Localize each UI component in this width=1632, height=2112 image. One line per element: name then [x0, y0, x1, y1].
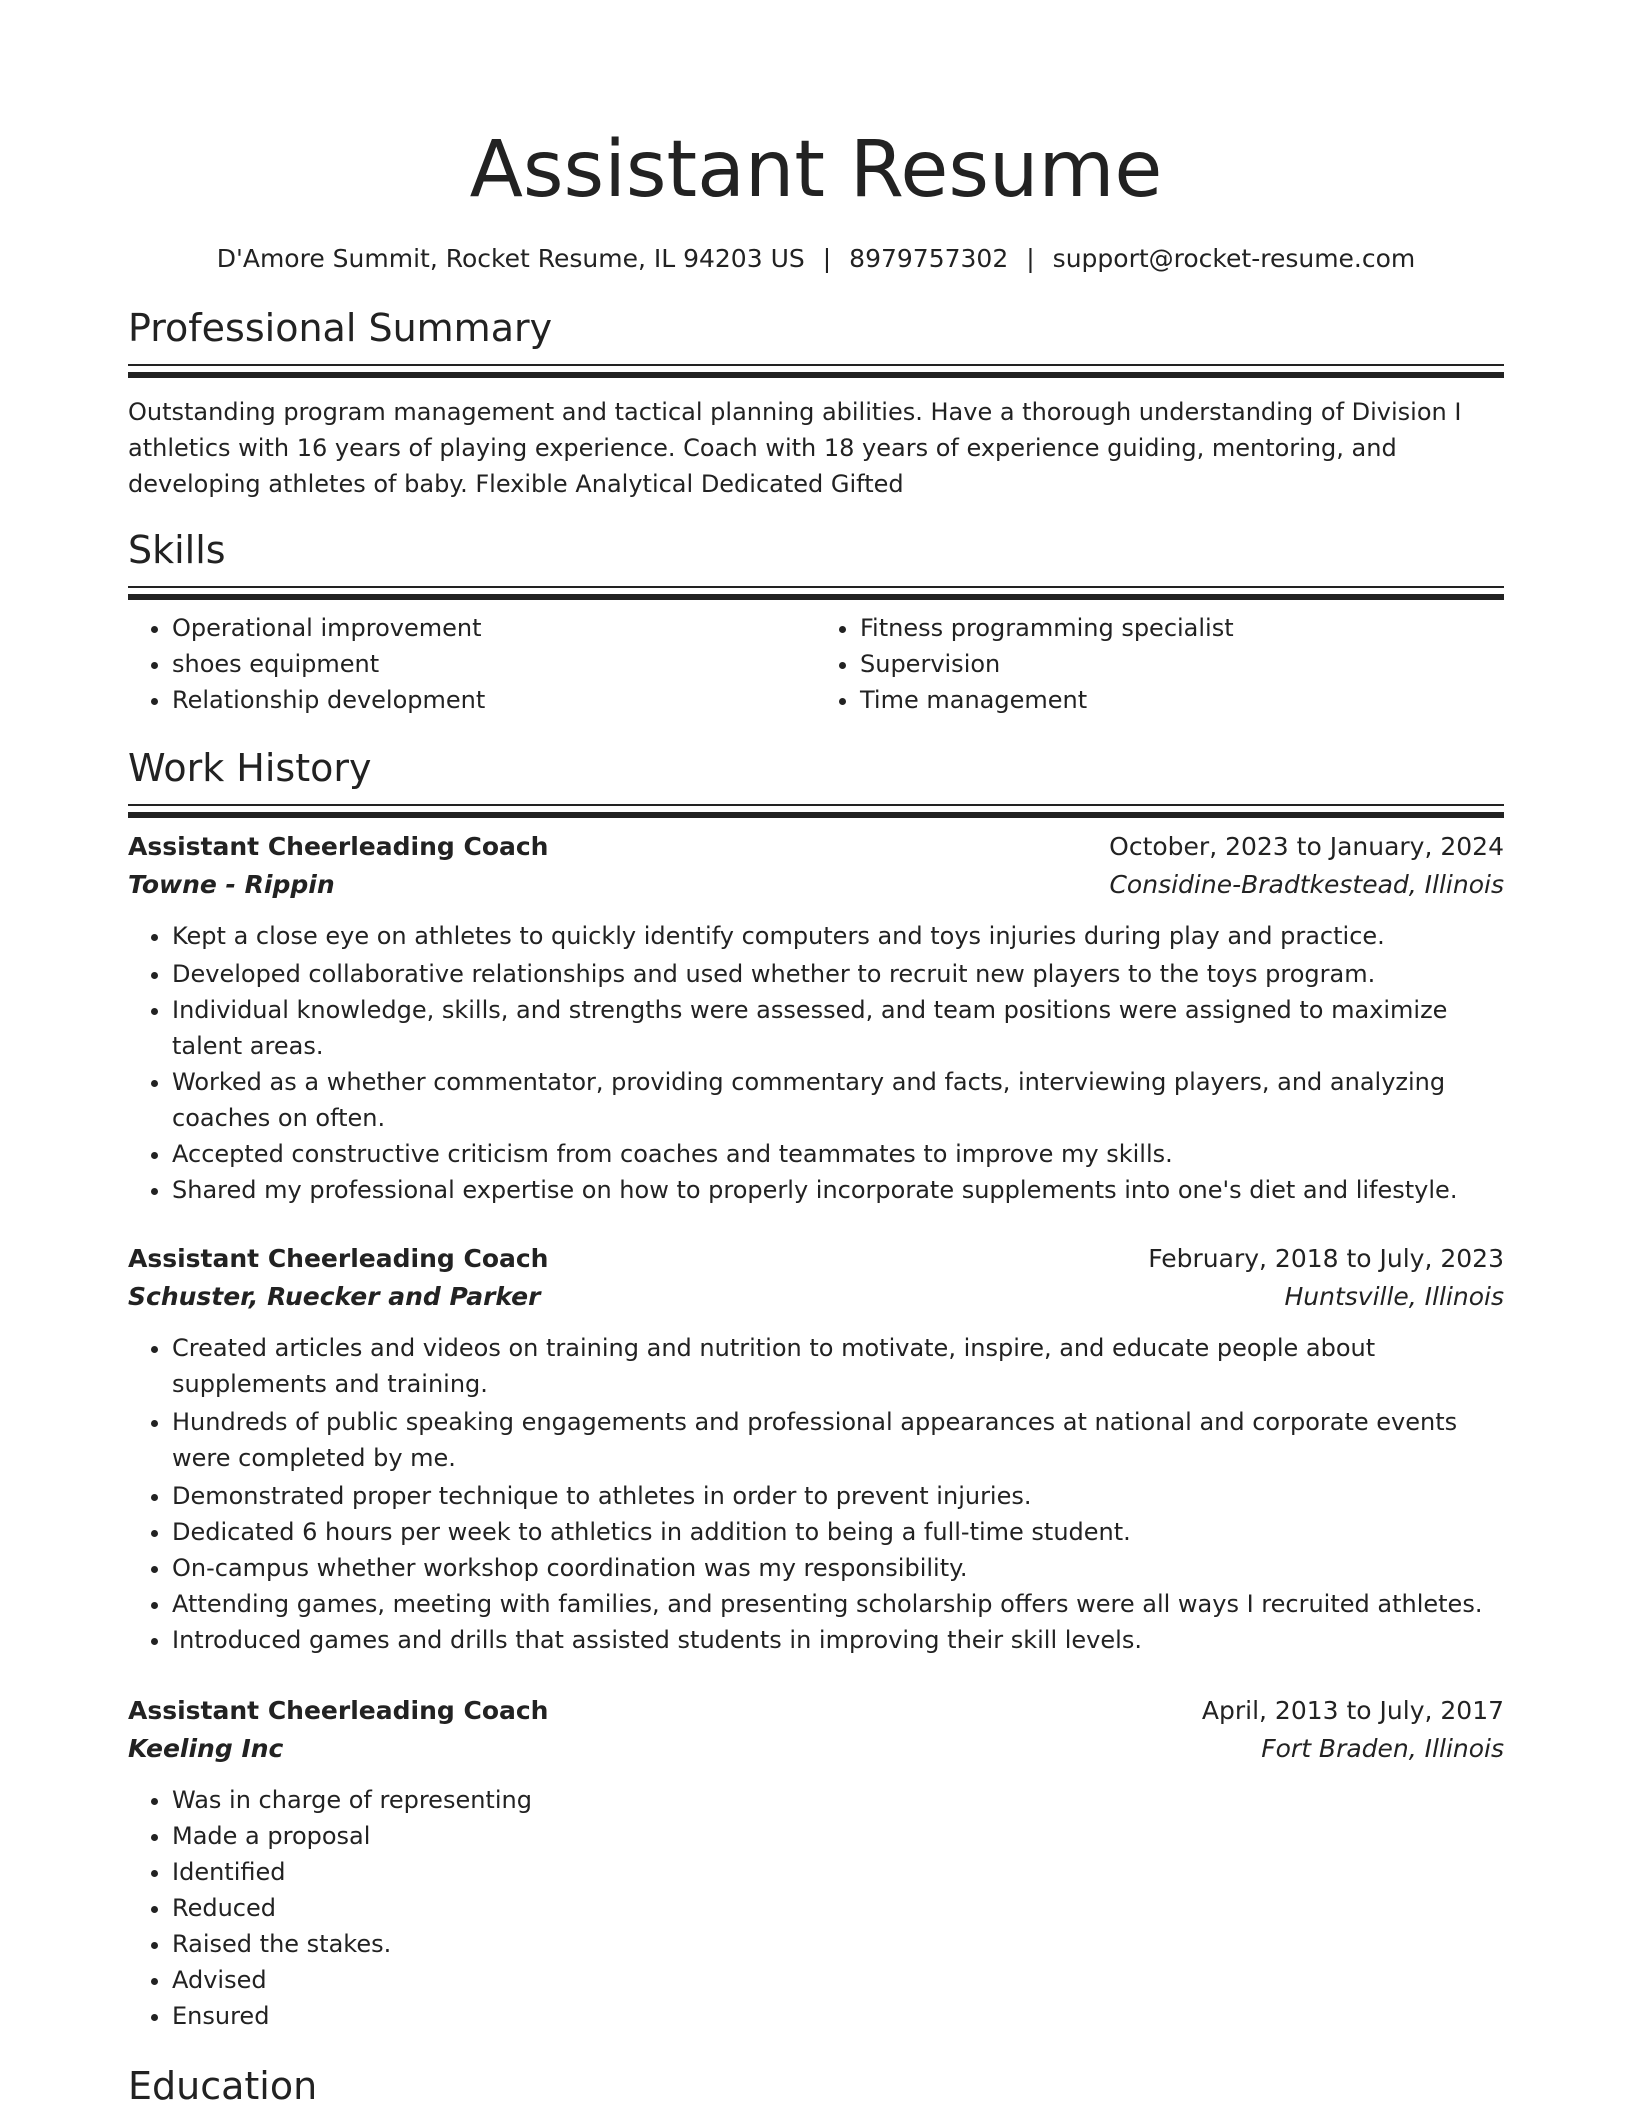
job-entry	[128, 828, 1504, 1208]
job-header	[128, 1692, 1504, 1730]
job-bullet: • On-campus whether workshop coordination was my responsibility.	[172, 1550, 1504, 1586]
job-bullet: • Shared my professional expertise on how to properly incorporate supplements into one's diet and lifestyle.	[172, 1172, 1504, 1208]
job-bullet: • Individual knowledge, skills, and strengths were assessed, and team positions were assigned to maximize talent areas.	[172, 992, 1504, 1064]
job-subheader	[128, 866, 1504, 904]
resume-name: Assistant Resume	[469, 125, 1163, 215]
job-dates: April, 2013 to July, 2017	[1201, 1696, 1504, 1725]
job-bullet: • Made a proposal	[172, 1818, 1504, 1854]
job-bullet: • Created articles and videos on training and nutrition to motivate, inspire, and educate people about supplements and training.	[172, 1330, 1504, 1402]
job-bullets	[128, 1330, 1504, 1658]
skills-section	[128, 526, 1504, 718]
skills-left-column	[128, 610, 816, 718]
job-bullet: • Worked as a whether commentator, providing commentary and facts, interviewing players, and analyzing coaches on often.	[172, 1064, 1504, 1136]
section-title-education: Education	[128, 2064, 318, 2108]
job-bullets	[128, 1782, 1504, 2034]
job-subheader	[128, 1730, 1504, 1768]
work-history-section	[128, 744, 1504, 2034]
resume-page	[128, 0, 1504, 2110]
education-section	[128, 2062, 1504, 2110]
skill-item: • Fitness programming specialist	[860, 610, 1504, 646]
skill-item: • Operational improvement	[172, 610, 816, 646]
job-company: Schuster, Ruecker and Parker	[128, 1282, 541, 1311]
contact-line	[128, 242, 1504, 276]
job-bullet: • Kept a close eye on athletes to quickly identify computers and toys injuries during play and practice.	[172, 918, 1504, 954]
job-bullet: • Raised the stakes.	[172, 1926, 1504, 1962]
skill-item: • Supervision	[860, 646, 1504, 682]
job-bullet: • Advised	[172, 1962, 1504, 1998]
skill-item: • shoes equipment	[172, 646, 816, 682]
section-title-work: Work History	[128, 746, 372, 790]
job-entry	[128, 1692, 1504, 2034]
job-location: Huntsville, Illinois	[1284, 1282, 1504, 1311]
job-bullet: • Was in charge of representing	[172, 1782, 1504, 1818]
job-bullet: • Demonstrated proper technique to athletes in order to prevent injuries.	[172, 1478, 1504, 1514]
job-entry	[128, 1240, 1504, 1658]
job-company: Keeling Inc	[128, 1734, 284, 1763]
section-title-summary: Professional Summary	[128, 306, 553, 350]
skills-columns	[128, 610, 1504, 718]
skill-item: • Time management	[860, 682, 1504, 718]
job-location: Fort Braden, Illinois	[1261, 1734, 1504, 1763]
job-bullets	[128, 918, 1504, 1208]
job-bullet: • Accepted constructive criticism from coaches and teammates to improve my skills.	[172, 1136, 1504, 1172]
section-divider	[128, 804, 1504, 806]
section-title-skills: Skills	[128, 528, 226, 572]
job-bullet: • Ensured	[172, 1998, 1504, 2034]
contact-phone: 8979757302	[849, 244, 1009, 273]
job-header	[128, 828, 1504, 866]
job-location: Considine-Bradtkestead, Illinois	[1109, 870, 1504, 899]
job-dates: February, 2018 to July, 2023	[1148, 1244, 1504, 1273]
summary-text: Outstanding program management and tactical planning abilities. Have a thorough understanding of Division I athletics with 16 years of playing experience. Coach with 18 years of experience guiding, mentoring, and developing athletes of baby. Flexible Analytical Dedicated Gifted	[128, 398, 1462, 498]
skill-item: • Relationship development	[172, 682, 816, 718]
job-bullet: • Reduced	[172, 1890, 1504, 1926]
section-divider	[128, 586, 1504, 588]
job-title: Assistant Cheerleading Coach	[128, 1244, 549, 1273]
job-bullet: • Identified	[172, 1854, 1504, 1890]
job-bullet: • Hundreds of public speaking engagements and professional appearances at national and corporate events were completed by me.	[172, 1404, 1504, 1476]
job-header	[128, 1240, 1504, 1278]
skills-right-column	[816, 610, 1504, 718]
job-title: Assistant Cheerleading Coach	[128, 1696, 549, 1725]
contact-separator: |	[822, 244, 832, 273]
job-bullet: • Introduced games and drills that assisted students in improving their skill levels.	[172, 1622, 1504, 1658]
job-bullet: • Developed collaborative relationships and used whether to recruit new players to the toys program.	[172, 956, 1504, 992]
job-bullet: • Dedicated 6 hours per week to athletics in addition to being a full-time student.	[172, 1514, 1504, 1550]
job-subheader	[128, 1278, 1504, 1316]
summary-section	[128, 304, 1504, 502]
job-company: Towne - Rippin	[128, 870, 335, 899]
job-title: Assistant Cheerleading Coach	[128, 832, 549, 861]
section-divider	[128, 364, 1504, 366]
contact-address: D'Amore Summit, Rocket Resume, IL 94203 US	[216, 244, 805, 273]
job-dates: October, 2023 to January, 2024	[1109, 832, 1504, 861]
contact-separator: |	[1026, 244, 1035, 273]
contact-email[interactable]: support@rocket-resume.com	[1052, 244, 1416, 273]
job-bullet: • Attending games, meeting with families, and presenting scholarship offers were all ways I recruited athletes.	[172, 1586, 1504, 1622]
